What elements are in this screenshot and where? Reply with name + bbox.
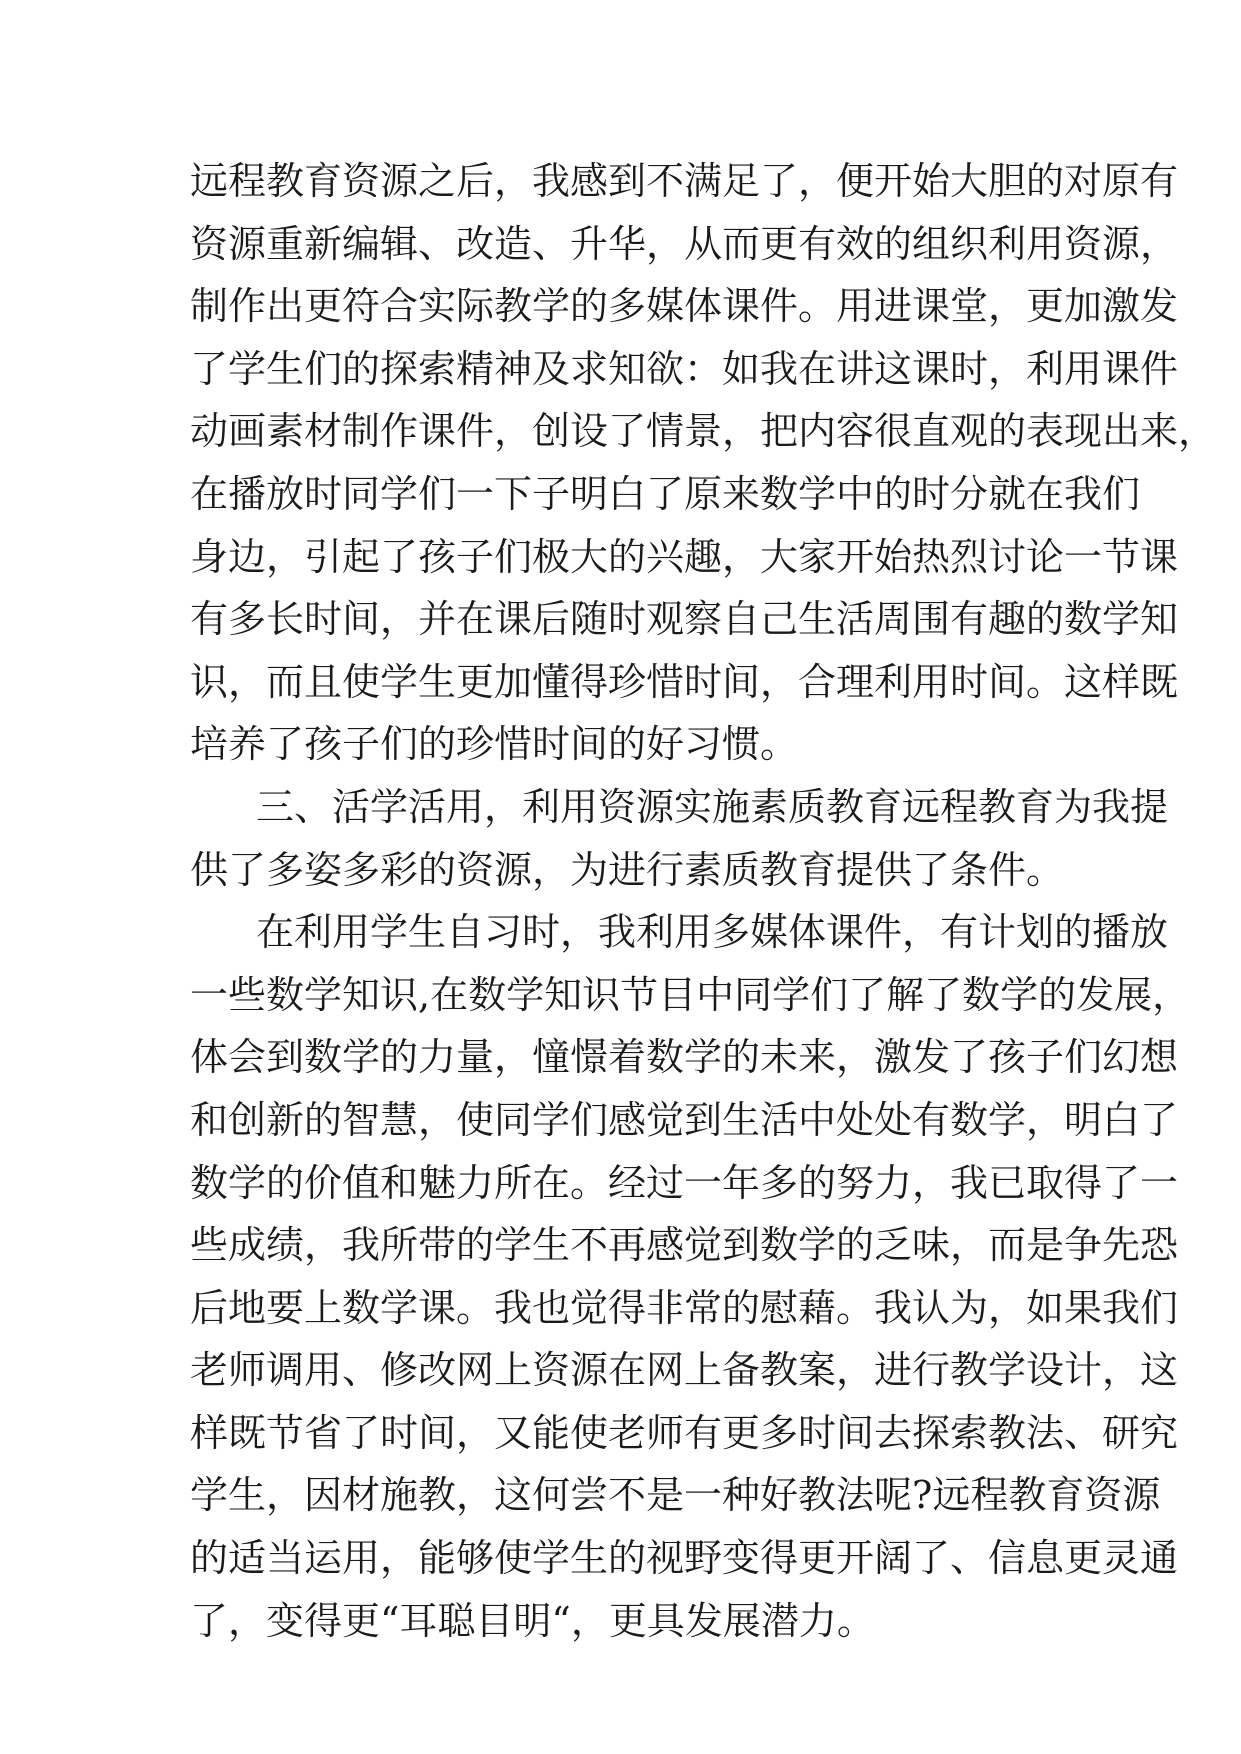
text-line: 供了多姿多彩的资源，为进行素质教育提供了条件。 [190,847,1065,892]
text-line: 体会到数学的力量，憧憬着数学的未来，激发了孩子们幻想 [190,1035,1179,1080]
text-line: 些成绩，我所带的学生不再感觉到数学的乏味，而是争先恐 [190,1223,1179,1268]
text-line: 在利用学生自习时，我利用多媒体课件，有计划的播放 [256,910,1169,955]
text-line: 了，变得更“耳聪目明“，更具发展潜力。 [190,1598,875,1643]
text-line: 了学生们的探索精神及求知欲：如我在讲这课时，利用课件 [190,346,1179,391]
text-line: 在播放时同学们一下子明白了原来数学中的时分就在我们 [190,471,1141,516]
text-line: 动画素材制作课件，创设了情景，把内容很直观的表现出来， [190,409,1217,454]
text-line: 三、活学活用，利用资源实施素质教育远程教育为我提 [256,784,1169,829]
text-line: 和创新的智慧，使同学们感觉到生活中处处有数学，明白了 [190,1097,1179,1142]
text-line: 一些数学知识,在数学知识节目中同学们了解了数学的发展， [190,972,1191,1017]
text-line: 远程教育资源之后，我感到不满足了，便开始大胆的对原有 [190,159,1179,203]
text-line: 样既节省了时间，又能使老师有更多时间去探索教法、研究 [190,1410,1179,1455]
text-line: 后地要上数学课。我也觉得非常的慰藉。我认为，如果我们 [190,1285,1179,1330]
text-line: 身边，引起了孩子们极大的兴趣，大家开始热烈讨论一节课 [190,534,1179,579]
text-line: 老师调用、修改网上资源在网上备教案，进行教学设计，这 [190,1348,1179,1393]
body-text [190,150,1217,1652]
text-line: 培养了孩子们的珍惜时间的好习惯。 [190,722,799,767]
text-line: 数学的价值和魅力所在。经过一年多的努力，我已取得了一 [190,1160,1179,1205]
text-line: 制作出更符合实际教学的多媒体课件。用进课堂，更加激发 [190,284,1179,329]
text-line: 资源重新编辑、改造、升华，从而更有效的组织利用资源， [190,221,1179,266]
text-line: 学生，因材施教，这何尝不是一种好教法呢?远程教育资源 [190,1473,1161,1518]
text-line: 的适当运用，能够使学生的视野变得更开阔了、信息更灵通 [190,1536,1179,1581]
text-line: 有多长时间，并在课后随时观察自己生活周围有趣的数学知 [190,597,1179,642]
text-line: 识，而且使学生更加懂得珍惜时间，合理利用时间。这样既 [190,659,1179,704]
